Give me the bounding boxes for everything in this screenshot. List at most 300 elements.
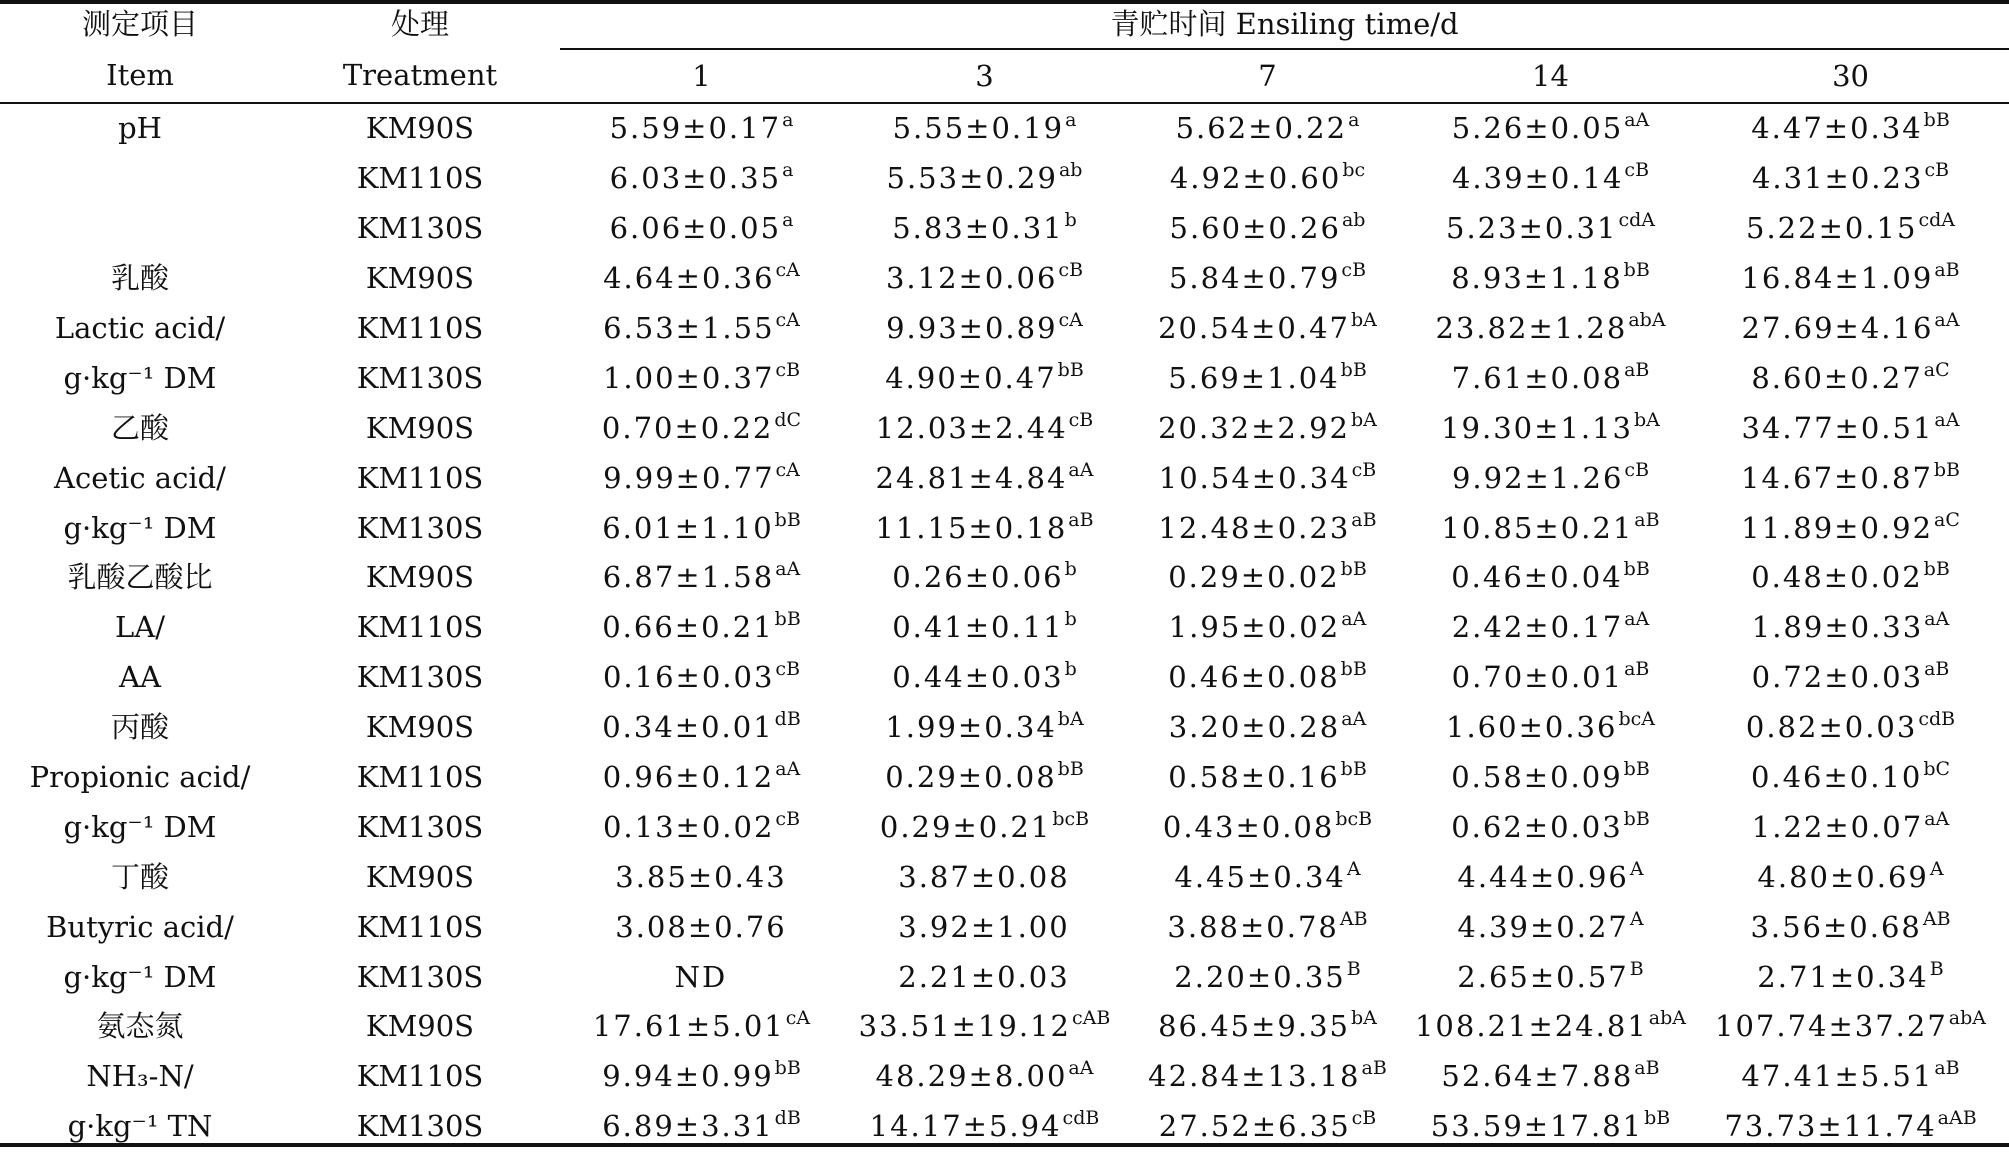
mean-sd-value: 6.89±3.31 (602, 1109, 774, 1144)
mean-sd-value: 53.59±17.81 (1430, 1109, 1644, 1144)
table-row (0, 304, 2009, 354)
table-row (0, 103, 2009, 154)
mean-sd-value: 17.61±5.01 (592, 1009, 785, 1044)
significance-letters: bB (1057, 358, 1084, 381)
value-cell (1409, 1002, 1692, 1052)
mean-sd-value: 0.46±0.08 (1168, 660, 1340, 695)
significance-letters: cB (1624, 159, 1650, 182)
treatment-label: KM130S (356, 1109, 484, 1144)
mean-sd-value: 0.66±0.21 (602, 610, 774, 645)
value-cell (1692, 852, 2009, 902)
significance-letters: bcA (1618, 708, 1655, 731)
header-ensiling-time: 青贮时间 Ensiling time/d (560, 0, 2009, 49)
value-cell (1692, 154, 2009, 204)
significance-letters: cB (1068, 408, 1094, 431)
mean-sd-value: 48.29±8.00 (875, 1059, 1068, 1094)
value-cell (560, 304, 843, 354)
value-cell (1126, 453, 1409, 503)
significance-letters: b (1064, 558, 1077, 581)
table-row (0, 703, 2009, 753)
value-cell (560, 453, 843, 503)
value-cell (560, 154, 843, 204)
mean-sd-value: 5.69±1.04 (1168, 360, 1340, 395)
value-cell (843, 902, 1126, 952)
significance-letters: aA (1924, 608, 1950, 631)
mean-sd-value: ND (674, 959, 728, 994)
treatment-label: KM110S (356, 1059, 484, 1094)
significance-letters: bcB (1052, 807, 1090, 830)
value-cell (1692, 453, 2009, 503)
significance-letters: aB (1934, 259, 1960, 282)
significance-letters: aA (1068, 458, 1094, 481)
mean-sd-value: 4.80±0.69 (1757, 859, 1929, 894)
value-cell (1692, 603, 2009, 653)
value-cell (843, 154, 1126, 204)
item-label: NH₃-N/ (86, 1059, 194, 1094)
mean-sd-value: 5.62±0.22 (1175, 111, 1348, 146)
item-label (0, 204, 280, 254)
treatment-label: KM110S (356, 311, 484, 345)
header-day-1: 1 (560, 49, 843, 103)
significance-letters: bB (1057, 758, 1084, 781)
mean-sd-value: 8.60±0.27 (1751, 360, 1923, 395)
table-row (0, 653, 2009, 703)
value-cell (1409, 952, 1692, 1002)
significance-letters: bB (774, 1057, 801, 1080)
header-day-30: 30 (1692, 49, 2009, 103)
mean-sd-value: 11.15±0.18 (875, 510, 1068, 545)
significance-letters: aC (1923, 358, 1950, 381)
value-cell (1126, 353, 1409, 403)
mean-sd-value: 23.82±1.28 (1435, 311, 1628, 345)
significance-letters: bB (1933, 458, 1961, 481)
significance-letters: aB (1924, 658, 1950, 681)
significance-letters: aB (1068, 508, 1094, 531)
mean-sd-value: 20.32±2.92 (1158, 410, 1350, 445)
mean-sd-value: 0.29±0.02 (1168, 560, 1340, 595)
significance-letters: a (782, 109, 794, 132)
significance-letters: b (1064, 209, 1077, 232)
mean-sd-value: 0.34±0.01 (602, 710, 774, 745)
mean-sd-value: 6.03±0.35 (609, 161, 782, 196)
value-cell (1409, 204, 1692, 254)
mean-sd-value: 108.21±24.81 (1414, 1009, 1648, 1044)
table-row (0, 902, 2009, 952)
header-treatment-cn: 处理 (390, 7, 449, 41)
significance-letters: bA (1351, 1007, 1377, 1030)
value-cell (843, 204, 1126, 254)
significance-letters: aAB (1937, 1107, 1977, 1130)
value-cell (560, 503, 843, 553)
mean-sd-value: 12.03±2.44 (875, 410, 1068, 445)
mean-sd-value: 1.95±0.02 (1168, 610, 1341, 645)
significance-letters: bB (1340, 358, 1367, 381)
mean-sd-value: 3.87±0.08 (898, 859, 1070, 894)
top-rule (0, 0, 2009, 4)
treatment-label: KM90S (365, 710, 475, 745)
value-cell (843, 553, 1126, 603)
significance-letters: bB (1923, 109, 1950, 132)
treatment-label: KM130S (356, 660, 484, 695)
mean-sd-value: 0.48±0.02 (1751, 560, 1923, 595)
mean-sd-value: 2.20±0.35 (1174, 959, 1346, 994)
mean-sd-value: 10.54±0.34 (1158, 460, 1351, 495)
mean-sd-value: 0.46±0.10 (1750, 760, 1923, 795)
significance-letters: cA (775, 309, 800, 331)
value-cell (560, 603, 843, 653)
value-cell (843, 802, 1126, 852)
mean-sd-value: 6.53±1.55 (603, 311, 775, 345)
significance-letters: bB (1340, 558, 1367, 581)
mean-sd-value: 6.06±0.05 (609, 211, 782, 246)
mean-sd-value: 5.59±0.17 (609, 111, 782, 146)
significance-letters: B (1629, 957, 1644, 980)
mean-sd-value: 9.94±0.99 (602, 1059, 774, 1094)
significance-letters: aA (1624, 608, 1650, 631)
significance-letters: cB (1341, 259, 1367, 282)
item-label: 乳酸乙酸比 (67, 560, 213, 595)
item-label: g·kg⁻¹ DM (63, 360, 217, 395)
significance-letters: a (1065, 109, 1077, 132)
value-cell (560, 353, 843, 403)
mean-sd-value: 3.20±0.28 (1168, 710, 1341, 745)
value-cell (1409, 902, 1692, 952)
significance-letters: bB (774, 508, 801, 531)
mean-sd-value: 0.58±0.16 (1168, 760, 1340, 795)
value-cell (1692, 304, 2009, 354)
mean-sd-value: 0.72±0.03 (1751, 660, 1924, 695)
mean-sd-value: 0.41±0.11 (892, 610, 1064, 645)
significance-letters: bA (1351, 309, 1377, 331)
value-cell (1126, 1002, 1409, 1052)
value-cell (1126, 254, 1409, 304)
value-cell (1692, 902, 2009, 952)
significance-letters: dC (774, 408, 802, 431)
mean-sd-value: 47.41±5.51 (1741, 1059, 1934, 1094)
mean-sd-value: 4.31±0.23 (1751, 161, 1924, 196)
value-cell (1692, 952, 2009, 1002)
value-cell (560, 653, 843, 703)
significance-letters: B (1929, 957, 1944, 980)
item-label: pH (118, 111, 162, 146)
mean-sd-value: 4.90±0.47 (885, 360, 1057, 395)
significance-letters: aB (1624, 658, 1650, 681)
item-label: g·kg⁻¹ DM (63, 959, 217, 994)
value-cell (843, 703, 1126, 753)
table-row (0, 603, 2009, 653)
value-cell (843, 254, 1126, 304)
significance-letters: aA (775, 558, 801, 581)
table-row (0, 403, 2009, 453)
header-treatment-en: Treatment (280, 49, 560, 103)
value-cell (843, 503, 1126, 553)
value-cell (843, 753, 1126, 803)
significance-letters: cA (775, 259, 800, 282)
significance-letters: aB (1934, 1057, 1960, 1080)
significance-letters: bB (1623, 558, 1650, 581)
item-label: AA (119, 660, 161, 695)
value-cell (843, 852, 1126, 902)
significance-letters: aA (1341, 708, 1367, 731)
mean-sd-value: 5.83±0.31 (892, 211, 1064, 246)
significance-letters: a (1348, 109, 1360, 132)
value-cell (1409, 703, 1692, 753)
mean-sd-value: 4.92±0.60 (1169, 161, 1342, 196)
value-cell (560, 802, 843, 852)
value-cell (1126, 154, 1409, 204)
item-label: 丁酸 (110, 859, 169, 894)
mean-sd-value: 24.81±4.84 (875, 460, 1068, 495)
mean-sd-value: 5.22±0.15 (1746, 211, 1918, 246)
mean-sd-value: 1.89±0.33 (1751, 610, 1924, 645)
table-row (0, 852, 2009, 902)
mean-sd-value: 2.71±0.34 (1757, 959, 1929, 994)
value-cell (843, 403, 1126, 453)
significance-letters: a (782, 209, 794, 232)
mean-sd-value: 6.01±1.10 (602, 510, 774, 545)
significance-letters: aC (1934, 508, 1960, 531)
value-cell (1409, 753, 1692, 803)
value-cell (560, 753, 843, 803)
mean-sd-value: 5.84±0.79 (1168, 261, 1341, 296)
value-cell (560, 254, 843, 304)
mean-sd-value: 4.44±0.96 (1457, 859, 1629, 894)
treatment-label: KM130S (356, 959, 484, 994)
mean-sd-value: 6.87±1.58 (602, 560, 775, 595)
significance-letters: B (1346, 957, 1361, 980)
table-row (0, 254, 2009, 304)
significance-letters: cB (1624, 458, 1650, 481)
significance-letters: ab (1341, 209, 1366, 232)
value-cell (560, 553, 843, 603)
mean-sd-value: 3.12±0.06 (885, 261, 1058, 296)
significance-letters: dB (774, 708, 801, 731)
treatment-label: KM110S (356, 760, 484, 795)
header-day-14: 14 (1409, 49, 1692, 103)
value-cell (1692, 403, 2009, 453)
significance-letters: AB (1922, 907, 1951, 930)
significance-letters: bA (1057, 708, 1084, 731)
mean-sd-value: 5.60±0.26 (1169, 211, 1341, 246)
value-cell (1126, 952, 1409, 1002)
item-label: LA/ (115, 610, 165, 645)
value-cell (843, 603, 1126, 653)
mean-sd-value: 4.45±0.34 (1174, 859, 1346, 894)
significance-letters: cdB (1918, 708, 1956, 731)
significance-letters: cdA (1918, 209, 1955, 232)
mean-sd-value: 9.93±0.89 (886, 311, 1058, 345)
significance-letters: cB (775, 807, 801, 830)
mean-sd-value: 0.46±0.04 (1451, 560, 1623, 595)
value-cell (843, 304, 1126, 354)
significance-letters: cB (1351, 458, 1377, 481)
value-cell (1409, 503, 1692, 553)
significance-letters: aB (1361, 1057, 1387, 1080)
mean-sd-value: 0.29±0.21 (879, 809, 1052, 844)
value-cell (560, 103, 843, 154)
significance-letters: bcB (1335, 807, 1373, 830)
value-cell (1126, 653, 1409, 703)
value-cell (560, 403, 843, 453)
mean-sd-value: 14.67±0.87 (1741, 460, 1933, 495)
significance-letters: aA (1934, 309, 1960, 331)
mean-sd-value: 5.23±0.31 (1446, 211, 1618, 246)
significance-letters: bA (1351, 408, 1377, 431)
significance-letters: abA (1628, 309, 1666, 331)
mean-sd-value: 4.39±0.14 (1451, 161, 1624, 196)
value-cell (1692, 553, 2009, 603)
mean-sd-value: 11.89±0.92 (1741, 510, 1934, 545)
item-label: Lactic acid/ (54, 311, 226, 345)
value-cell (843, 453, 1126, 503)
significance-letters: AB (1339, 907, 1368, 930)
mean-sd-value: 5.26±0.05 (1451, 111, 1624, 146)
item-label: 乳酸 (110, 261, 169, 296)
value-cell (560, 703, 843, 753)
mean-sd-value: 0.26±0.06 (892, 560, 1064, 595)
value-cell (1692, 254, 2009, 304)
significance-letters: aB (1634, 508, 1660, 531)
significance-letters: bB (1340, 658, 1367, 681)
mean-sd-value: 33.51±19.12 (858, 1009, 1071, 1044)
treatment-label: KM90S (365, 859, 475, 894)
value-cell (843, 1052, 1126, 1102)
significance-letters: bB (1623, 807, 1650, 830)
value-cell (1409, 553, 1692, 603)
mean-sd-value: 0.58±0.09 (1451, 760, 1623, 795)
value-cell (843, 952, 1126, 1002)
mean-sd-value: 5.55±0.19 (892, 111, 1065, 146)
significance-letters: cA (1058, 309, 1083, 331)
mean-sd-value: 7.61±0.08 (1451, 360, 1624, 395)
significance-letters: bC (1923, 758, 1951, 781)
mean-sd-value: 3.56±0.68 (1750, 909, 1922, 944)
mean-sd-value: 3.85±0.43 (615, 859, 787, 894)
mean-sd-value: 52.64±7.88 (1441, 1059, 1634, 1094)
treatment-label: KM90S (365, 560, 475, 595)
treatment-label: KM130S (356, 211, 484, 246)
significance-letters: bB (1623, 259, 1650, 282)
value-cell (1126, 503, 1409, 553)
header-day-3: 3 (843, 49, 1126, 103)
significance-letters: A (1629, 907, 1644, 930)
header-item-cn: 测定项目 (81, 7, 198, 41)
treatment-label: KM110S (356, 460, 484, 495)
significance-letters: bB (1340, 758, 1367, 781)
value-cell (1692, 103, 2009, 154)
mean-sd-value: 0.44±0.03 (892, 660, 1064, 695)
significance-letters: aA (1934, 408, 1960, 431)
value-cell (1692, 1052, 2009, 1102)
value-cell (1409, 353, 1692, 403)
treatment-label: KM110S (356, 909, 484, 944)
significance-letters: aB (1351, 508, 1377, 531)
mean-sd-value: 0.70±0.01 (1451, 660, 1624, 695)
value-cell (1409, 154, 1692, 204)
significance-letters: cB (775, 658, 801, 681)
significance-letters: cB (1351, 1107, 1377, 1130)
mean-sd-value: 1.60±0.36 (1446, 710, 1618, 745)
value-cell (1126, 852, 1409, 902)
item-label: g·kg⁻¹ DM (63, 510, 217, 545)
significance-letters: aA (1341, 608, 1367, 631)
significance-letters: aA (1924, 807, 1950, 830)
mean-sd-value: 1.00±0.37 (602, 360, 775, 395)
significance-letters: bA (1634, 408, 1660, 431)
value-cell (1126, 553, 1409, 603)
table-body (0, 103, 2009, 1152)
value-cell (1126, 103, 1409, 154)
mean-sd-value: 0.16±0.03 (602, 660, 775, 695)
value-cell (1126, 304, 1409, 354)
table-row (0, 353, 2009, 403)
item-label: 氨态氮 (96, 1009, 184, 1044)
item-label: 丙酸 (110, 710, 169, 745)
significance-letters: b (1064, 658, 1077, 681)
table-row (0, 952, 2009, 1002)
header-item-en: Item (0, 49, 280, 103)
value-cell (1692, 1002, 2009, 1052)
significance-letters: cB (1924, 159, 1950, 182)
value-cell (1409, 653, 1692, 703)
value-cell (560, 204, 843, 254)
significance-letters: cdB (1062, 1107, 1100, 1130)
table-row (0, 1052, 2009, 1102)
mean-sd-value: 4.64±0.36 (603, 261, 775, 296)
mean-sd-value: 73.73±11.74 (1724, 1109, 1937, 1144)
mean-sd-value: 3.08±0.76 (615, 909, 787, 944)
significance-letters: A (1929, 857, 1944, 880)
significance-letters: a (782, 159, 794, 182)
bottom-rule (0, 1143, 2009, 1147)
value-cell (1409, 403, 1692, 453)
mean-sd-value: 2.21±0.03 (898, 959, 1070, 994)
value-cell (1126, 403, 1409, 453)
item-label: 乙酸 (110, 410, 169, 445)
value-cell (843, 653, 1126, 703)
treatment-label: KM130S (356, 360, 484, 395)
item-label: Acetic acid/ (54, 460, 226, 495)
value-cell (1409, 1052, 1692, 1102)
mean-sd-value: 0.29±0.08 (885, 760, 1057, 795)
value-cell (1692, 503, 2009, 553)
header-day-7: 7 (1126, 49, 1409, 103)
significance-letters: bB (1644, 1107, 1671, 1130)
mean-sd-value: 107.74±37.27 (1715, 1009, 1948, 1044)
value-cell (1409, 304, 1692, 354)
value-cell (560, 902, 843, 952)
value-cell (1126, 703, 1409, 753)
value-cell (1692, 802, 2009, 852)
significance-letters: aA (1068, 1057, 1094, 1080)
significance-letters: ab (1058, 159, 1083, 182)
mean-sd-value: 9.92±1.26 (1451, 460, 1624, 495)
mean-sd-value: 27.69±4.16 (1741, 311, 1934, 345)
table-row (0, 753, 2009, 803)
mean-sd-value: 19.30±1.13 (1441, 410, 1633, 445)
mean-sd-value: 34.77±0.51 (1741, 410, 1934, 445)
significance-letters: cdA (1618, 209, 1655, 232)
value-cell (1692, 653, 2009, 703)
mean-sd-value: 4.39±0.27 (1457, 909, 1629, 944)
significance-letters: A (1629, 857, 1644, 880)
value-cell (560, 952, 843, 1002)
mean-sd-value: 9.99±0.77 (603, 460, 775, 495)
item-label: g·kg⁻¹ TN (67, 1109, 213, 1144)
item-label: Butyric acid/ (46, 909, 234, 944)
table-row (0, 553, 2009, 603)
treatment-label: KM130S (356, 510, 484, 545)
